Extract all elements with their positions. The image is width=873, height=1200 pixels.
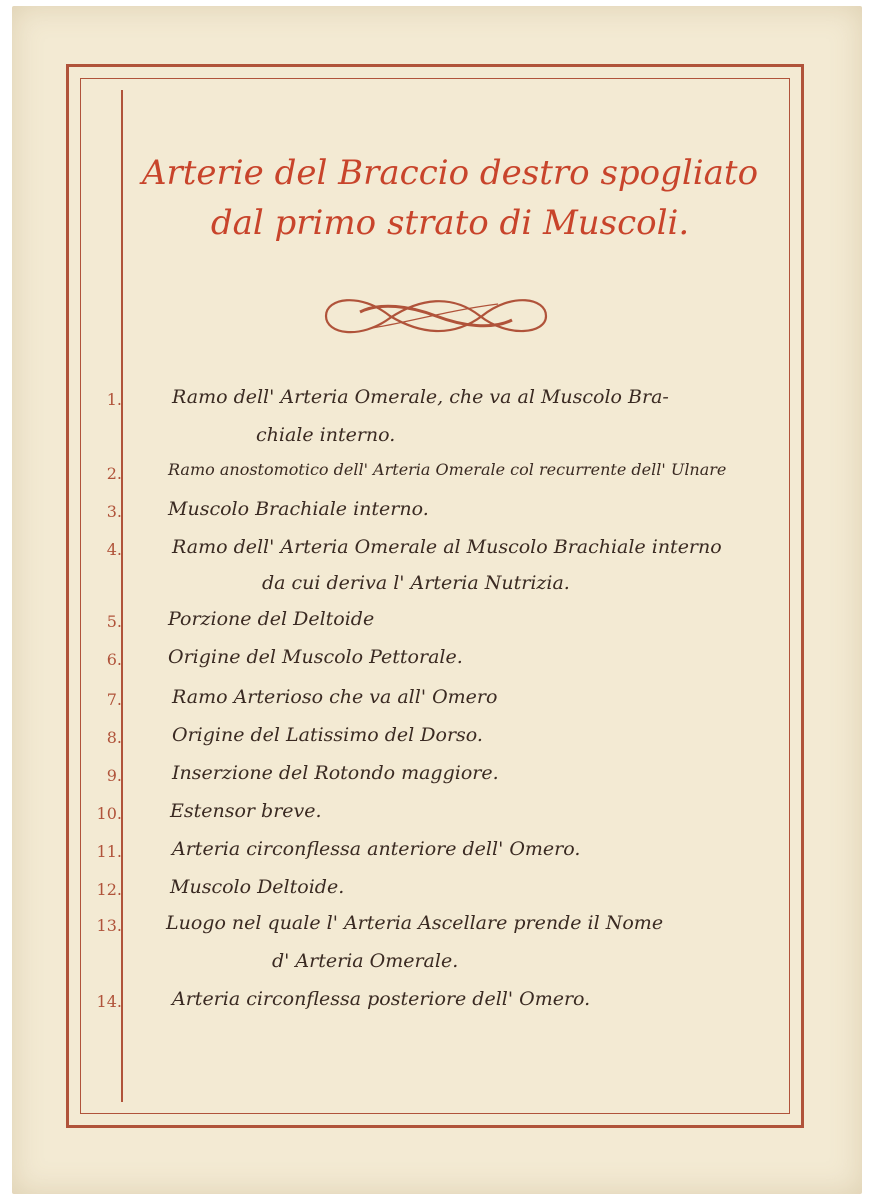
entry-text: Estensor breve.: [170, 800, 322, 822]
entry-number: 2.: [106, 464, 122, 483]
entry-number: 3.: [106, 502, 122, 521]
entry-text: Ramo Arterioso che va all' Omero: [172, 686, 498, 708]
entry-text: Ramo dell' Arteria Omerale, che va al Muscolo Bra-: [172, 386, 669, 408]
entry-text: Porzione del Deltoide: [168, 608, 375, 630]
entry-number: 7.: [106, 690, 122, 709]
entry-number: 9.: [106, 766, 122, 785]
entry-text-continuation: da cui deriva l' Arteria Nutrizia.: [262, 572, 570, 594]
entry-number: 6.: [106, 650, 122, 669]
entry-text: Arteria circonflessa posteriore dell' Omero.: [172, 988, 591, 1010]
entry-text-continuation: chiale interno.: [256, 424, 396, 446]
entry-number: 8.: [106, 728, 122, 747]
entry-text: Ramo dell' Arteria Omerale al Muscolo Brachiale interno: [172, 536, 722, 558]
entry-text: Luogo nel quale l' Arteria Ascellare prende il Nome: [166, 912, 664, 934]
entry-text: Origine del Latissimo del Dorso.: [172, 724, 483, 746]
entry-number: 11.: [96, 842, 122, 861]
entry-number: 10.: [96, 804, 122, 823]
title-line-1: Arterie del Braccio destro spogliato: [141, 153, 759, 193]
entry-text: Inserzione del Rotondo maggiore.: [172, 762, 499, 784]
title-line-2: dal primo strato di Muscoli.: [210, 203, 690, 243]
entry-number: 1.: [106, 390, 122, 409]
entry-text: Muscolo Brachiale interno.: [168, 498, 429, 520]
entry-number: 12.: [96, 880, 122, 899]
entry-number: 14.: [96, 992, 122, 1011]
entry-number: 4.: [106, 540, 122, 559]
entry-text: Origine del Muscolo Pettorale.: [168, 646, 463, 668]
entry-number: 5.: [106, 612, 122, 631]
entry-text-continuation: d' Arteria Omerale.: [272, 950, 459, 972]
entry-text: Muscolo Deltoide.: [170, 876, 345, 898]
entry-text: Ramo anostomotico dell' Arteria Omerale col recurrente dell' Ulnare: [168, 460, 727, 479]
entry-number: 13.: [96, 916, 122, 935]
entry-text: Arteria circonflessa anteriore dell' Omero.: [172, 838, 581, 860]
